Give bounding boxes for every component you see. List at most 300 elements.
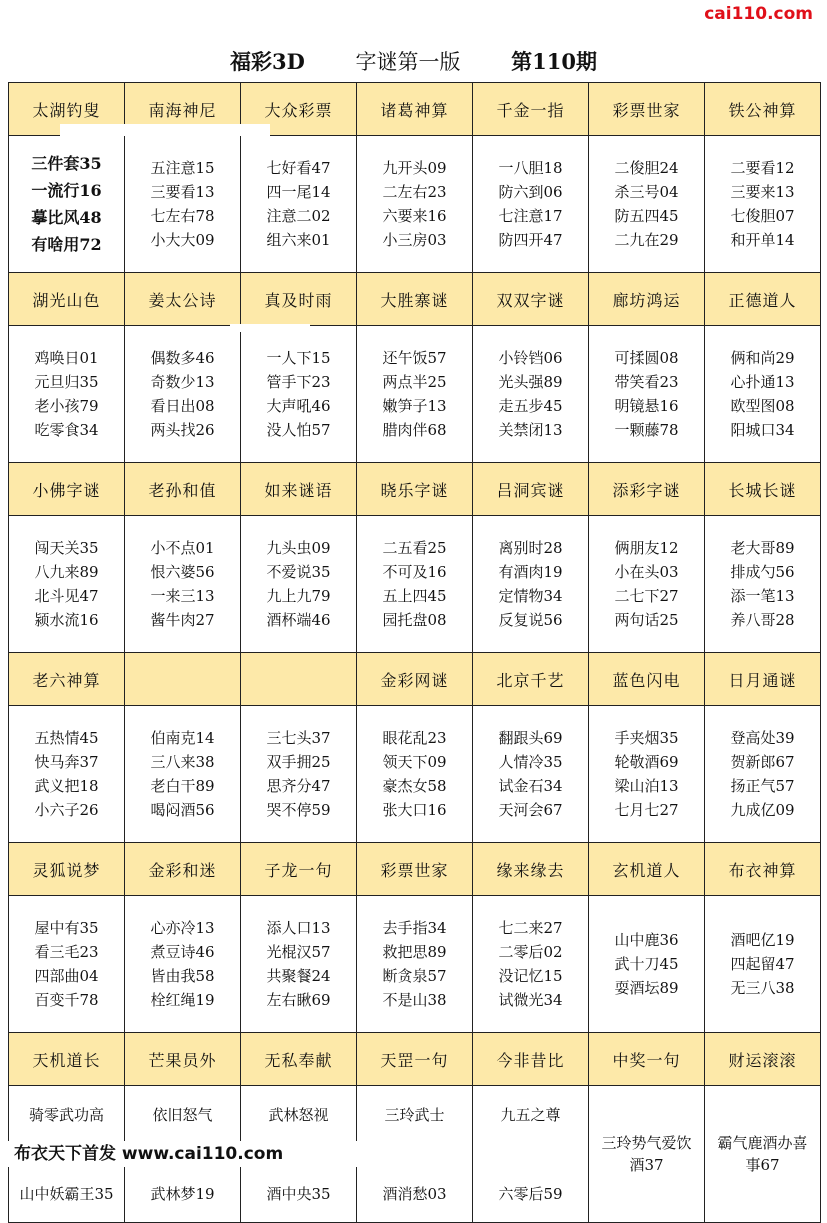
header-label: 小佛字谜 xyxy=(32,480,101,500)
header-label: 长城长谜 xyxy=(728,480,797,500)
riddle-line: 和开单14 xyxy=(730,231,795,249)
riddle-line: 四一尾14 xyxy=(266,183,331,201)
riddle-line: 看三毛23 xyxy=(34,943,99,961)
riddle-line: 吃零食34 xyxy=(34,421,99,439)
column-header xyxy=(9,463,125,516)
riddle-line: 断贪泉57 xyxy=(382,967,447,985)
riddle-line: 四起留47 xyxy=(730,955,795,973)
riddle-line: 欧型图08 xyxy=(730,397,795,415)
riddle-line: 七左右78 xyxy=(150,207,215,225)
riddle-line: 可揉圆08 xyxy=(614,349,679,367)
riddle-lines xyxy=(150,346,214,442)
riddle-lines xyxy=(31,150,101,258)
riddle-line: 天河会67 xyxy=(498,801,563,819)
riddle-lines xyxy=(498,346,562,442)
smudge xyxy=(230,324,310,332)
column-header xyxy=(705,843,821,896)
riddle-line: 二俊胆24 xyxy=(614,159,679,177)
page-title xyxy=(0,46,827,76)
riddle-line: 小大大09 xyxy=(150,231,215,249)
header-label: 正德道人 xyxy=(728,290,797,310)
riddle-line: 俩朋友12 xyxy=(614,539,679,557)
riddle-cell xyxy=(241,326,357,463)
riddle-line: 手夹烟35 xyxy=(614,729,679,747)
riddle-line: 二左右23 xyxy=(382,183,447,201)
riddle-line: 两点半25 xyxy=(382,373,447,391)
column-header xyxy=(241,273,357,326)
riddle-line: 四部曲04 xyxy=(34,967,99,985)
riddle-lines xyxy=(730,536,794,632)
riddle-line: 带笑看23 xyxy=(614,373,679,391)
header-label: 子龙一句 xyxy=(264,860,333,880)
column-header xyxy=(473,463,589,516)
riddle-lines xyxy=(382,726,446,822)
riddle-line: 皆由我58 xyxy=(150,967,215,985)
smudge xyxy=(60,124,270,136)
header-label: 财运滚滚 xyxy=(728,1050,797,1070)
riddle-line: 共聚餐24 xyxy=(266,967,331,985)
column-header xyxy=(473,1033,589,1086)
column-header xyxy=(241,1033,357,1086)
riddle-line: 光头强89 xyxy=(498,373,563,391)
column-header xyxy=(705,1033,821,1086)
riddle-cell xyxy=(473,896,589,1033)
riddle-cell xyxy=(589,326,705,463)
riddle-cell xyxy=(241,896,357,1033)
riddle-lines xyxy=(34,346,98,442)
column-header xyxy=(9,843,125,896)
riddle-line: 心亦冷13 xyxy=(150,919,215,937)
header-label: 缘来缘去 xyxy=(496,860,565,880)
body-row xyxy=(9,706,821,843)
riddle-line: 管手下23 xyxy=(266,373,331,391)
riddle-line: 添一笔13 xyxy=(730,587,795,605)
riddle-line: 一人下15 xyxy=(266,349,331,367)
header-label: 无私奉献 xyxy=(264,1050,333,1070)
riddle-lines xyxy=(498,726,562,822)
riddle-line: 二七下27 xyxy=(614,587,679,605)
riddle-line: 武林怒视 xyxy=(268,1106,329,1124)
riddle-lines xyxy=(382,346,446,442)
riddle-line: 不可及16 xyxy=(382,563,447,581)
riddle-line: 摹比风48 xyxy=(31,208,102,227)
column-header xyxy=(589,843,705,896)
riddle-lines xyxy=(614,346,678,442)
riddle-cell xyxy=(125,136,241,273)
riddle-line: 颍水流16 xyxy=(34,611,99,629)
column-header xyxy=(9,1033,125,1086)
riddle-line: 哭不停59 xyxy=(266,801,331,819)
footer-credit: 布衣天下首发 www.cai110.com xyxy=(0,1141,384,1167)
column-header xyxy=(125,463,241,516)
riddle-lines xyxy=(266,916,330,1012)
riddle-line: 七俊胆07 xyxy=(730,207,795,225)
riddle-line: 两句话25 xyxy=(614,611,679,629)
riddle-line: 六要来16 xyxy=(382,207,447,225)
riddle-line: 试金石34 xyxy=(498,777,563,795)
riddle-line: 一八胆18 xyxy=(498,159,563,177)
header-label: 添彩字谜 xyxy=(612,480,681,500)
riddle-line: 添人口13 xyxy=(266,919,331,937)
riddle-line: 心扑通13 xyxy=(730,373,795,391)
body-row xyxy=(9,896,821,1033)
header-label: 今非昔比 xyxy=(496,1050,565,1070)
riddle-line: 双手拥25 xyxy=(266,753,331,771)
column-header xyxy=(589,273,705,326)
riddle-cell xyxy=(125,706,241,843)
riddle-line: 无三八38 xyxy=(730,979,795,997)
riddle-line: 小三房03 xyxy=(382,231,447,249)
riddle-line: 酱牛肉27 xyxy=(150,611,215,629)
riddle-cell xyxy=(705,706,821,843)
riddle-line: 喝闷酒56 xyxy=(150,801,215,819)
header-label: 天机道长 xyxy=(32,1050,101,1070)
riddle-line: 关禁闭13 xyxy=(498,421,563,439)
riddle-cell xyxy=(589,706,705,843)
riddle-line: 九头虫09 xyxy=(266,539,331,557)
column-header xyxy=(357,83,473,136)
header-label: 彩票世家 xyxy=(380,860,449,880)
header-row xyxy=(9,273,821,326)
riddle-line: 一流行16 xyxy=(31,181,102,200)
riddle-lines xyxy=(150,536,214,632)
riddle-line: 两头找26 xyxy=(150,421,215,439)
riddle-line: 骑零武功高 xyxy=(28,1106,104,1124)
header-label: 湖光山色 xyxy=(32,290,101,310)
header-label: 大胜寨谜 xyxy=(380,290,449,310)
riddle-line: 腊肉伴68 xyxy=(382,421,447,439)
riddle-cell xyxy=(9,706,125,843)
riddle-lines xyxy=(266,346,330,442)
riddle-line: 俩和尚29 xyxy=(730,349,795,367)
header-label: 金彩和迷 xyxy=(148,860,217,880)
riddle-line: 伯南克14 xyxy=(150,729,215,747)
riddle-lines xyxy=(730,726,794,822)
riddle-line: 七注意17 xyxy=(498,207,563,225)
riddle-line: 七好看47 xyxy=(266,159,331,177)
riddle-line: 三要来13 xyxy=(730,183,795,201)
riddle-line: 注意二02 xyxy=(266,207,331,225)
riddle-line: 一来三13 xyxy=(150,587,215,605)
riddle-line: 三件套35 xyxy=(31,154,102,173)
riddle-line: 养八哥28 xyxy=(730,611,795,629)
riddle-cell xyxy=(589,136,705,273)
riddle-line: 没记忆15 xyxy=(498,967,563,985)
riddle-lines xyxy=(730,156,794,252)
riddle-line: 光棍汉57 xyxy=(266,943,331,961)
riddle-line: 轮敬酒69 xyxy=(614,753,679,771)
riddle-lines xyxy=(382,536,446,632)
body-row xyxy=(9,516,821,653)
edition-name: 字谜第一版 xyxy=(355,50,461,74)
riddle-cell xyxy=(705,326,821,463)
riddle-line: 九五之尊 xyxy=(500,1106,561,1124)
riddle-cell xyxy=(473,326,589,463)
riddle-line: 试微光34 xyxy=(498,991,563,1009)
riddle-cell xyxy=(705,136,821,273)
riddle-line: 阳城口34 xyxy=(730,421,795,439)
riddle-line: 嫩笋子13 xyxy=(382,397,447,415)
riddle-line: 北斗见47 xyxy=(34,587,99,605)
riddle-cell xyxy=(125,516,241,653)
header-label: 玄机道人 xyxy=(612,860,681,880)
riddle-line: 武林梦19 xyxy=(150,1185,215,1203)
riddle-cell xyxy=(241,136,357,273)
riddle-line: 扬正气57 xyxy=(730,777,795,795)
riddle-cell xyxy=(357,706,473,843)
header-label: 天罡一句 xyxy=(380,1050,449,1070)
riddle-line: 思齐分47 xyxy=(266,777,331,795)
column-header xyxy=(473,273,589,326)
riddle-line: 栓红绳19 xyxy=(150,991,215,1009)
column-header xyxy=(357,1033,473,1086)
column-header xyxy=(9,653,125,706)
riddle-line: 酒杯端46 xyxy=(266,611,331,629)
riddle-cell xyxy=(705,1086,821,1223)
header-label: 姜太公诗 xyxy=(148,290,217,310)
riddle-line: 老大哥89 xyxy=(730,539,795,557)
riddle-line: 去手指34 xyxy=(382,919,447,937)
riddle-line: 二要看12 xyxy=(730,159,795,177)
riddle-line: 五上四45 xyxy=(382,587,447,605)
riddle-line: 没人怕57 xyxy=(266,421,331,439)
riddle-line: 左右瞅69 xyxy=(266,991,331,1009)
riddle-line: 山中妖霸王35 xyxy=(19,1185,114,1203)
header-row xyxy=(9,653,821,706)
header-label: 大众彩票 xyxy=(264,100,333,120)
riddle-line: 领天下09 xyxy=(382,753,447,771)
riddle-cell xyxy=(357,516,473,653)
riddle-lines xyxy=(34,536,98,632)
riddle-line: 二九在29 xyxy=(614,231,679,249)
riddle-line: 快马奔37 xyxy=(34,753,99,771)
column-header xyxy=(589,653,705,706)
riddle-lines xyxy=(34,726,98,822)
riddle-line: 定情物34 xyxy=(498,587,563,605)
riddle-line: 元旦归35 xyxy=(34,373,99,391)
riddle-cell xyxy=(9,136,125,273)
header-label: 蓝色闪电 xyxy=(612,670,681,690)
riddle-line: 一颗藤78 xyxy=(614,421,679,439)
riddle-cell xyxy=(125,326,241,463)
riddle-line: 武义把18 xyxy=(34,777,99,795)
riddle-cell xyxy=(241,516,357,653)
riddle-cell xyxy=(705,896,821,1033)
riddle-lines xyxy=(34,916,98,1012)
riddle-line: 明镜悬16 xyxy=(614,397,679,415)
riddle-lines xyxy=(705,1094,820,1214)
riddle-line: 九开头09 xyxy=(382,159,447,177)
column-header xyxy=(241,463,357,516)
header-label: 吕洞宾谜 xyxy=(496,480,565,500)
riddle-line: 鸡唤日01 xyxy=(34,349,99,367)
lottery-name: 福彩3D xyxy=(229,49,305,74)
riddle-line: 三玲势气爱饮酒37 xyxy=(601,1134,692,1174)
header-label: 老孙和值 xyxy=(148,480,217,500)
riddle-line: 五热情45 xyxy=(34,729,99,747)
riddle-line: 人情冷35 xyxy=(498,753,563,771)
column-header xyxy=(473,83,589,136)
riddle-cell xyxy=(125,896,241,1033)
riddle-line: 山中鹿36 xyxy=(614,931,679,949)
riddle-cell xyxy=(705,516,821,653)
riddle-cell xyxy=(473,1086,589,1223)
header-label: 千金一指 xyxy=(496,100,565,120)
riddle-line: 小六子26 xyxy=(34,801,99,819)
site-watermark: cai110.com xyxy=(704,4,813,24)
riddle-line: 五注意15 xyxy=(150,159,215,177)
header-label: 南海神尼 xyxy=(148,100,217,120)
riddle-lines xyxy=(614,536,678,632)
header-label: 布衣神算 xyxy=(728,860,797,880)
riddle-line: 耍酒坛89 xyxy=(614,979,679,997)
riddle-line: 园托盘08 xyxy=(382,611,447,629)
riddle-line: 小在头03 xyxy=(614,563,679,581)
riddle-line: 七二来27 xyxy=(498,919,563,937)
riddle-cell xyxy=(357,896,473,1033)
riddle-line: 霸气鹿酒办喜事67 xyxy=(717,1134,808,1174)
riddle-cell xyxy=(9,896,125,1033)
riddle-lines xyxy=(150,916,214,1012)
header-label: 中奖一句 xyxy=(612,1050,681,1070)
riddle-line: 偶数多46 xyxy=(150,349,215,367)
riddle-cell xyxy=(589,1086,705,1223)
riddle-line: 小铃铛06 xyxy=(498,349,563,367)
riddle-line: 张大口16 xyxy=(382,801,447,819)
column-header xyxy=(357,653,473,706)
column-header xyxy=(705,463,821,516)
riddle-grid xyxy=(8,82,821,1223)
column-header xyxy=(125,843,241,896)
riddle-line: 组六来01 xyxy=(266,231,331,249)
header-label: 灵狐说梦 xyxy=(32,860,101,880)
riddle-line: 救把思89 xyxy=(382,943,447,961)
header-row xyxy=(9,463,821,516)
column-header xyxy=(9,273,125,326)
column-header xyxy=(125,273,241,326)
riddle-line: 奇数少13 xyxy=(150,373,215,391)
riddle-line: 煮豆诗46 xyxy=(150,943,215,961)
riddle-line: 翻跟头69 xyxy=(498,729,563,747)
riddle-line: 三八来38 xyxy=(150,753,215,771)
column-header xyxy=(357,463,473,516)
riddle-line: 反复说56 xyxy=(498,611,563,629)
riddle-cell xyxy=(589,896,705,1033)
column-header xyxy=(357,843,473,896)
riddle-line: 大声吼46 xyxy=(266,397,331,415)
riddle-cell xyxy=(473,516,589,653)
column-header xyxy=(241,843,357,896)
column-header xyxy=(473,653,589,706)
riddle-line: 九成亿09 xyxy=(730,801,795,819)
riddle-lines xyxy=(266,156,330,252)
riddle-line: 小不点01 xyxy=(150,539,215,557)
riddle-line: 七月七27 xyxy=(614,801,679,819)
riddle-line: 酒消愁03 xyxy=(382,1185,447,1203)
riddle-line: 二零后02 xyxy=(498,943,563,961)
column-header xyxy=(589,463,705,516)
header-row xyxy=(9,843,821,896)
riddle-lines xyxy=(498,536,562,632)
header-label: 太湖钓叟 xyxy=(32,100,101,120)
riddle-lines xyxy=(730,346,794,442)
header-label: 廊坊鸿运 xyxy=(612,290,681,310)
riddle-cell xyxy=(357,136,473,273)
column-header xyxy=(705,653,821,706)
riddle-line: 离别时28 xyxy=(498,539,563,557)
riddle-line: 屋中有35 xyxy=(34,919,99,937)
riddle-line: 排成勺56 xyxy=(730,563,795,581)
riddle-line: 登高处39 xyxy=(730,729,795,747)
riddle-cell xyxy=(357,326,473,463)
riddle-lines xyxy=(382,156,446,252)
riddle-line: 看日出08 xyxy=(150,397,215,415)
riddle-lines xyxy=(498,916,562,1012)
riddle-line: 防六到06 xyxy=(498,183,563,201)
riddle-line: 九上九79 xyxy=(266,587,331,605)
riddle-lines xyxy=(730,928,794,1000)
riddle-cell xyxy=(473,136,589,273)
riddle-cell xyxy=(589,516,705,653)
riddle-lines xyxy=(589,1094,704,1214)
riddle-lines xyxy=(266,536,330,632)
riddle-line: 杀三号04 xyxy=(614,183,679,201)
header-label: 日月通谜 xyxy=(728,670,797,690)
column-header xyxy=(473,843,589,896)
issue-number: 第110期 xyxy=(511,49,598,74)
riddle-line: 贺新郎67 xyxy=(730,753,795,771)
riddle-cell xyxy=(9,516,125,653)
riddle-line: 武十刀45 xyxy=(614,955,679,973)
header-label: 真及时雨 xyxy=(264,290,333,310)
riddle-lines xyxy=(614,156,678,252)
column-header xyxy=(125,1033,241,1086)
header-label: 芒果员外 xyxy=(148,1050,217,1070)
header-label: 老六神算 xyxy=(32,670,101,690)
riddle-line: 豪杰女58 xyxy=(382,777,447,795)
column-header xyxy=(589,1033,705,1086)
riddle-line: 不爱说35 xyxy=(266,563,331,581)
riddle-line: 老白干89 xyxy=(150,777,215,795)
header-label: 金彩网谜 xyxy=(380,670,449,690)
body-row xyxy=(9,326,821,463)
riddle-line: 八九来89 xyxy=(34,563,99,581)
header-label: 如来谜语 xyxy=(264,480,333,500)
riddle-line: 闯天关35 xyxy=(34,539,99,557)
header-label: 双双字谜 xyxy=(496,290,565,310)
header-label: 铁公神算 xyxy=(728,100,797,120)
column-header xyxy=(705,273,821,326)
riddle-lines xyxy=(614,726,678,822)
riddle-line: 三玲武士 xyxy=(384,1106,445,1124)
header-label: 彩票世家 xyxy=(612,100,681,120)
riddle-lines xyxy=(150,726,214,822)
riddle-cell xyxy=(473,706,589,843)
riddle-line: 三七头37 xyxy=(266,729,331,747)
riddle-line: 百变千78 xyxy=(34,991,99,1009)
riddle-line: 恨六婆56 xyxy=(150,563,215,581)
riddle-lines xyxy=(382,916,446,1012)
riddle-line: 防五四45 xyxy=(614,207,679,225)
riddle-line: 有啥用72 xyxy=(31,235,102,254)
riddle-lines xyxy=(473,1094,588,1214)
column-header xyxy=(357,273,473,326)
riddle-cell xyxy=(9,326,125,463)
riddle-lines xyxy=(498,156,562,252)
riddle-line: 三要看13 xyxy=(150,183,215,201)
riddle-line: 还午饭57 xyxy=(382,349,447,367)
column-header xyxy=(589,83,705,136)
